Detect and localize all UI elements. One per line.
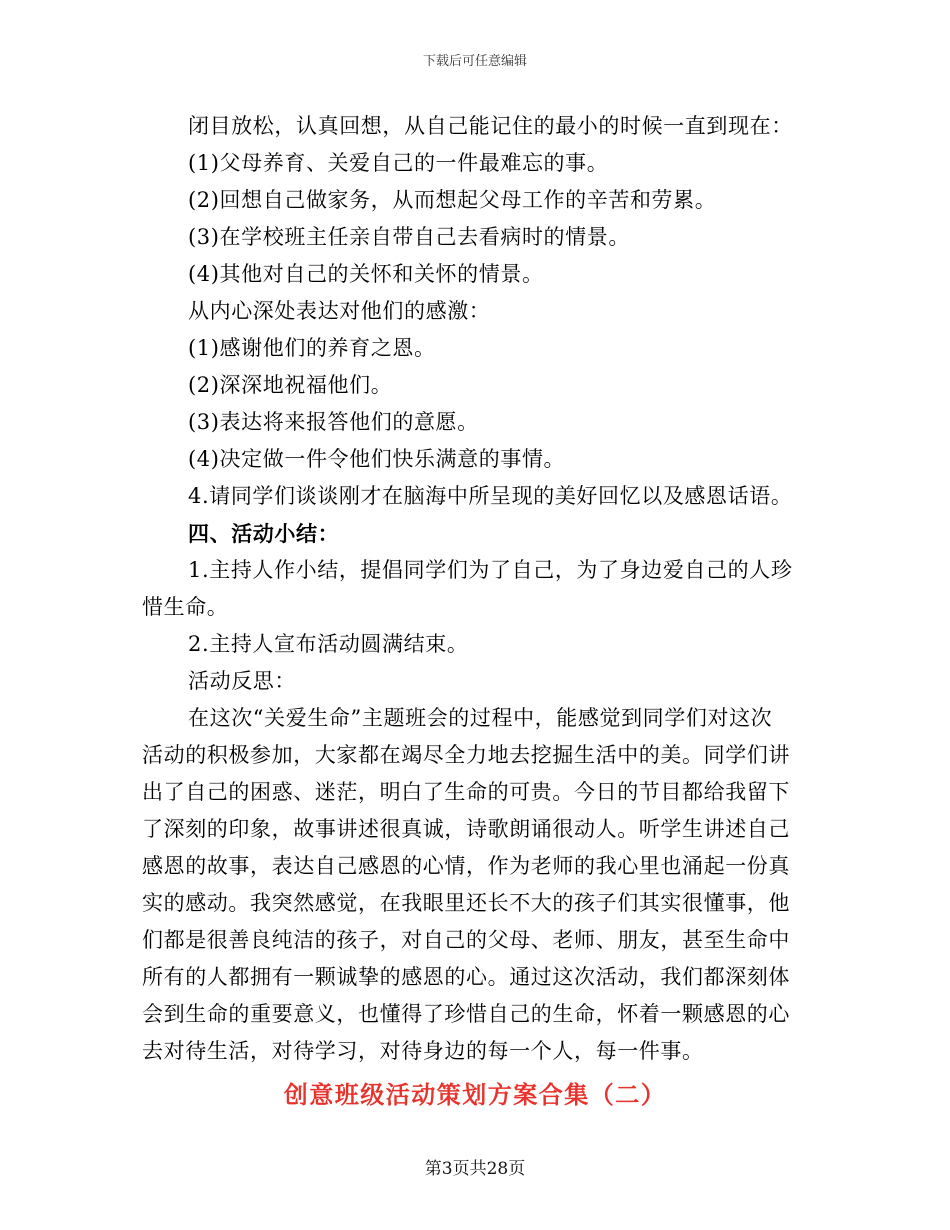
reflection-line: 在这次“关爱生命”主题班会的过程中，能感觉到同学们对这次 (188, 706, 773, 730)
summary-item-1: 1.主持人作小结，提倡同学们为了自己，为了身边爱自己的人珍 (188, 558, 793, 582)
text-line: 从内心深处表达对他们的感激： (188, 299, 491, 323)
reflection-line: 出了自己的困惑、迷茫，明白了生命的可贵。今日的节目都给我留下 (142, 780, 790, 804)
reflection-line: 们都是很善良纯洁的孩子，对自己的父母、老师、朋友，甚至生命中 (142, 928, 790, 952)
summary-item-1-continued: 惜生命。 (142, 595, 229, 619)
reflection-line: 活动的积极参加，大家都在竭尽全力地去挖掘生活中的美。同学们讲 (142, 743, 790, 767)
list-item: (4)决定做一件令他们快乐满意的事情。 (188, 447, 566, 471)
list-item: (1)父母养育、关爱自己的一件最难忘的事。 (188, 151, 609, 175)
list-item: (1)感谢他们的养育之恩。 (188, 336, 436, 360)
summary-item-2: 2.主持人宣布活动圆满结束。 (188, 632, 469, 656)
reflection-line: 了深刻的印象，故事讲述很真诚，诗歌朗诵很动人。听学生讲述自己 (142, 817, 790, 841)
reflection-line: 感恩的故事，表达自己感恩的心情，作为老师的我心里也涌起一份真 (142, 854, 790, 878)
reflection-line: 所有的人都拥有一颗诚挚的感恩的心。通过这次活动，我们都深刻体 (142, 965, 790, 989)
list-item: (2)深深地祝福他们。 (188, 373, 393, 397)
list-item: (2)回想自己做家务，从而想起父母工作的辛苦和劳累。 (188, 188, 717, 212)
text-line: 闭目放松，认真回想，从自己能记住的最小的时候一直到现在： (188, 114, 793, 138)
page-number: 第3页共28页 (424, 1159, 526, 1179)
list-item: (3)在学校班主任亲自带自己去看病时的情景。 (188, 225, 630, 249)
list-item: (3)表达将来报答他们的意愿。 (188, 410, 479, 434)
reflection-line: 实的感动。我突然感觉，在我眼里还长不大的孩子们其实很懂事，他 (142, 891, 790, 915)
reflection-line: 会到生命的重要意义，也懂得了珍惜自己的生命，怀着一颗感恩的心 (142, 1002, 790, 1026)
page-header: 下载后可任意编辑 (422, 54, 527, 69)
next-section-title: 创意班级活动策划方案合集（二） (283, 1080, 667, 1109)
list-item: (4)其他对自己的关怀和关怀的情景。 (188, 262, 544, 286)
reflection-label: 活动反思： (188, 669, 296, 693)
reflection-line: 去对待生活，对待学习，对待身边的每一个人，每一件事。 (142, 1039, 704, 1063)
document-body (142, 108, 810, 1070)
section-heading: 四、活动小结： (188, 521, 340, 546)
list-item: 4.请同学们谈谈刚才在脑海中所呈现的美好回忆以及感恩话语。 (188, 484, 793, 508)
